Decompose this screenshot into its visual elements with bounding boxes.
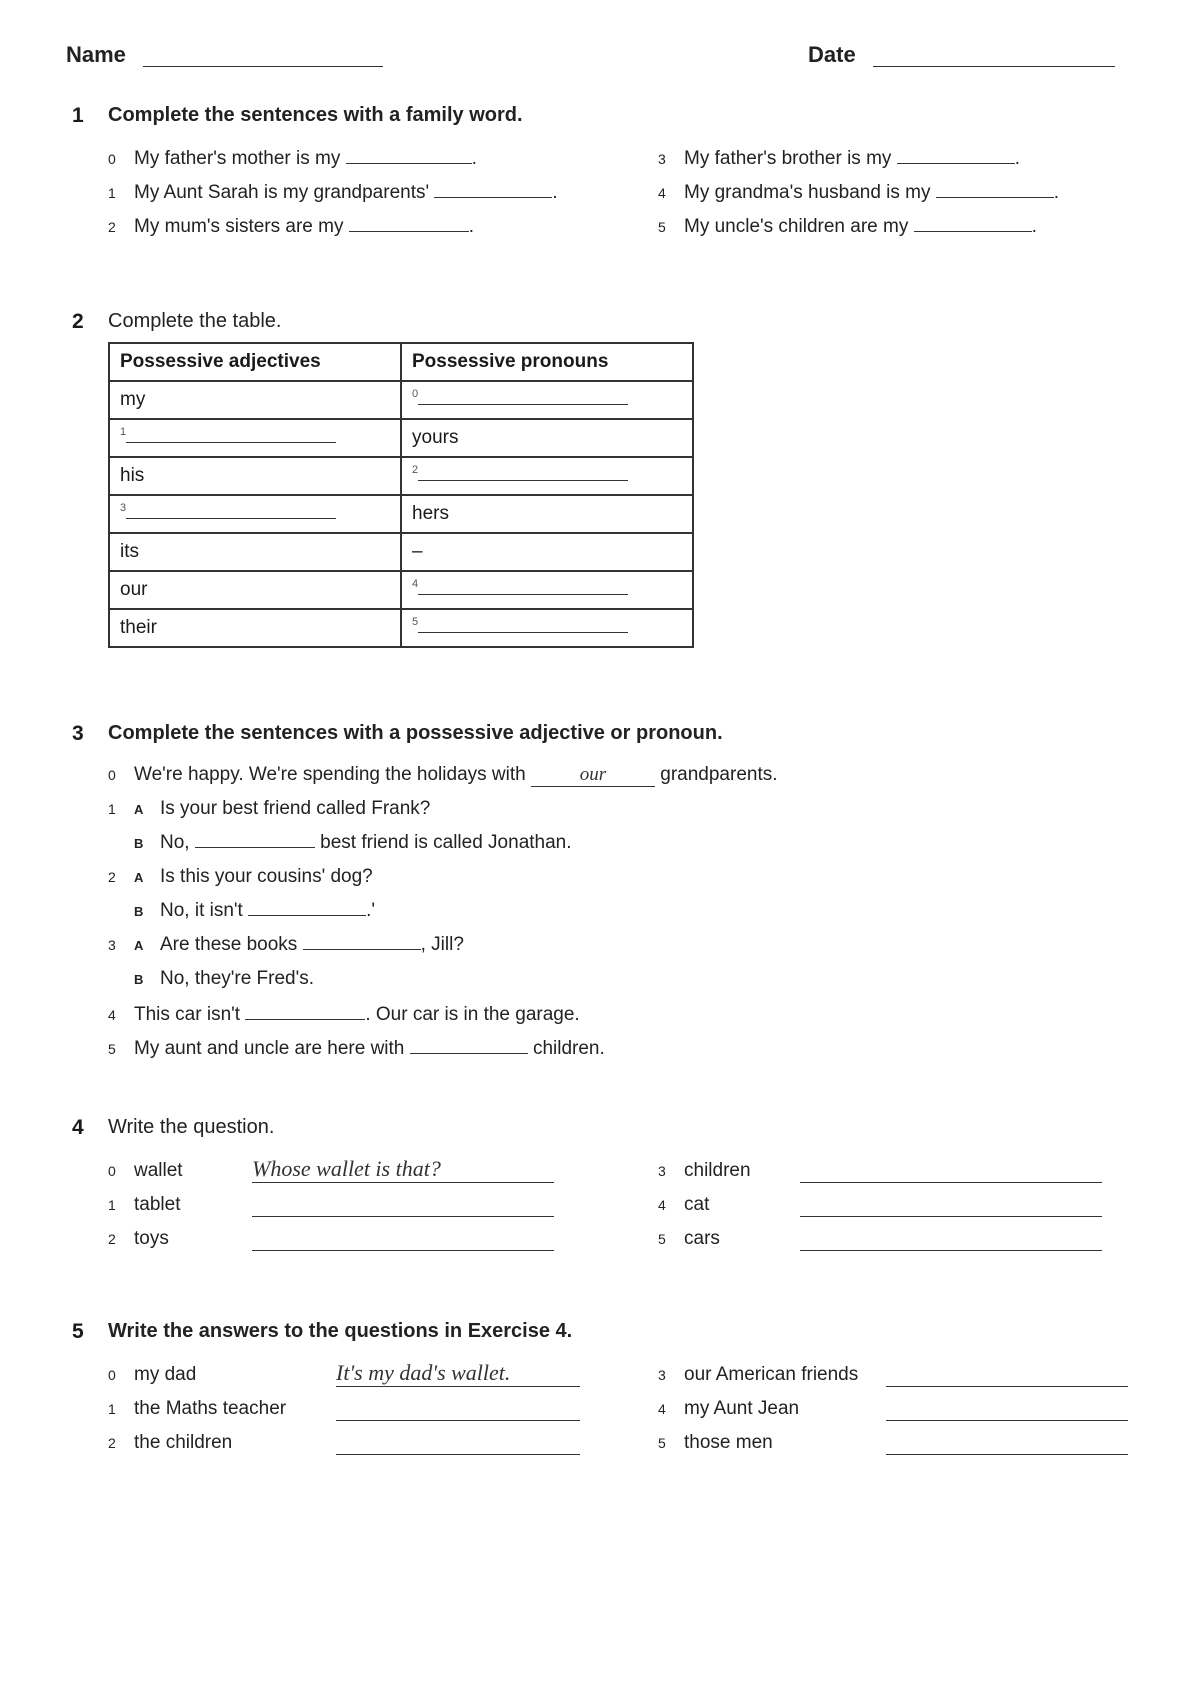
ex1-item: 3 My father's brother is my . [658,148,1020,169]
answer-blank[interactable] [336,1394,580,1421]
exercise-5-title: Write the answers to the questions in Exercise 4. [108,1320,573,1342]
table-row [109,457,693,495]
table-cell: my [109,381,401,419]
table-cell: his [109,457,401,495]
exercise-4-number: 4 [72,1116,84,1139]
answer-blank[interactable] [800,1224,1102,1251]
exercise-3-number: 3 [72,722,84,745]
ex4-item: 3 children [658,1160,751,1181]
answer-blank[interactable] [886,1394,1128,1421]
table-cell: our [109,571,401,609]
table-header-row [109,343,693,381]
answer-blank[interactable] [434,197,552,198]
ex5-item: 1 the Maths teacher [108,1398,287,1419]
exercise-1-number: 1 [72,104,84,127]
table-row [109,419,693,457]
name-label: Name [66,42,126,67]
answer-blank[interactable] [195,847,315,848]
answer-blank[interactable] [252,1224,554,1251]
answer-blank[interactable]: Whose wallet is that? [252,1156,554,1183]
answer-blank[interactable] [410,1053,528,1054]
answer-blank[interactable]: our [531,764,655,787]
ex3-line: 1 A Is your best friend called Frank? [108,798,431,819]
ex1-item: 5 My uncle's children are my . [658,216,1037,237]
table-cell-blank[interactable]: 0 [401,381,693,419]
answer-blank[interactable] [800,1190,1102,1217]
exercise-1-title: Complete the sentences with a family word. [108,104,523,126]
table-cell-blank[interactable]: 3 [109,495,401,533]
table-row [109,571,693,609]
ex5-item: 4 my Aunt Jean [658,1398,800,1419]
ex1-item: 1 My Aunt Sarah is my grandparents' . [108,182,558,203]
ex3-line: B No, it isn't .' [134,900,376,921]
answer-blank[interactable]: It's my dad's wallet. [336,1360,580,1387]
table-cell-blank[interactable]: 1 [109,419,401,457]
ex5-item: 0 my dad [108,1364,197,1385]
answer-blank[interactable] [886,1428,1128,1455]
ex1-item: 2 My mum's sisters are my . [108,216,475,237]
ex5-item: 5 those men [658,1432,773,1453]
date-field[interactable] [873,48,1115,67]
ex3-line: 2 A Is this your cousins' dog? [108,866,373,887]
table-cell: its [109,533,401,571]
exercise-4-title: Write the question. [108,1116,275,1138]
answer-blank[interactable] [349,231,469,232]
answer-blank[interactable] [336,1428,580,1455]
ex5-item: 3 our American friends [658,1364,859,1385]
answer-blank[interactable] [346,163,472,164]
table-row [109,495,693,533]
ex3-line: 0 We're happy. We're spending the holidays with our grandparents. [108,764,778,785]
answer-blank[interactable] [936,197,1054,198]
exercise-2-number: 2 [72,310,84,333]
name-field[interactable] [143,48,383,67]
answer-blank[interactable] [252,1190,554,1217]
table-cell: hers [401,495,693,533]
ex1-item: 0 My father's mother is my . [108,148,477,169]
answer-blank[interactable] [886,1360,1128,1387]
exercise-5-number: 5 [72,1320,84,1343]
table-row [109,381,693,419]
ex5-item: 2 the children [108,1432,233,1453]
answer-blank[interactable] [800,1156,1102,1183]
exercise-3-title: Complete the sentences with a possessive adjective or pronoun. [108,722,723,744]
table-header-cell: Possessive adjectives [109,343,401,381]
table-cell-blank[interactable]: 4 [401,571,693,609]
answer-blank[interactable] [245,1019,365,1020]
ex4-item: 5 cars [658,1228,720,1249]
table-cell-blank[interactable]: 2 [401,457,693,495]
ex4-item: 2 toys [108,1228,169,1249]
exercise-2-title: Complete the table. [108,310,282,332]
answer-blank[interactable] [914,231,1032,232]
ex4-item: 4 cat [658,1194,710,1215]
ex3-line: B No, best friend is called Jonathan. [134,832,572,853]
answer-blank[interactable] [897,163,1015,164]
ex3-line: 3 A Are these books , Jill? [108,934,464,955]
ex3-line: 5 My aunt and uncle are here with children. [108,1038,605,1059]
ex4-item: 0 wallet [108,1160,183,1181]
table-cell: their [109,609,401,647]
table-header-cell: Possessive pronouns [401,343,693,381]
table-cell-blank[interactable]: 5 [401,609,693,647]
date-label: Date [808,42,856,67]
ex3-line: B No, they're Fred's. [134,968,315,989]
table-cell: – [401,533,693,571]
ex1-item: 4 My grandma's husband is my . [658,182,1060,203]
table-row [109,609,693,647]
table-row [109,533,693,571]
ex4-item: 1 tablet [108,1194,181,1215]
answer-blank[interactable] [303,949,421,950]
answer-blank[interactable] [248,915,366,916]
possessive-table [108,342,694,648]
ex3-line: 4 This car isn't . Our car is in the garage. [108,1004,580,1025]
table-cell: yours [401,419,693,457]
